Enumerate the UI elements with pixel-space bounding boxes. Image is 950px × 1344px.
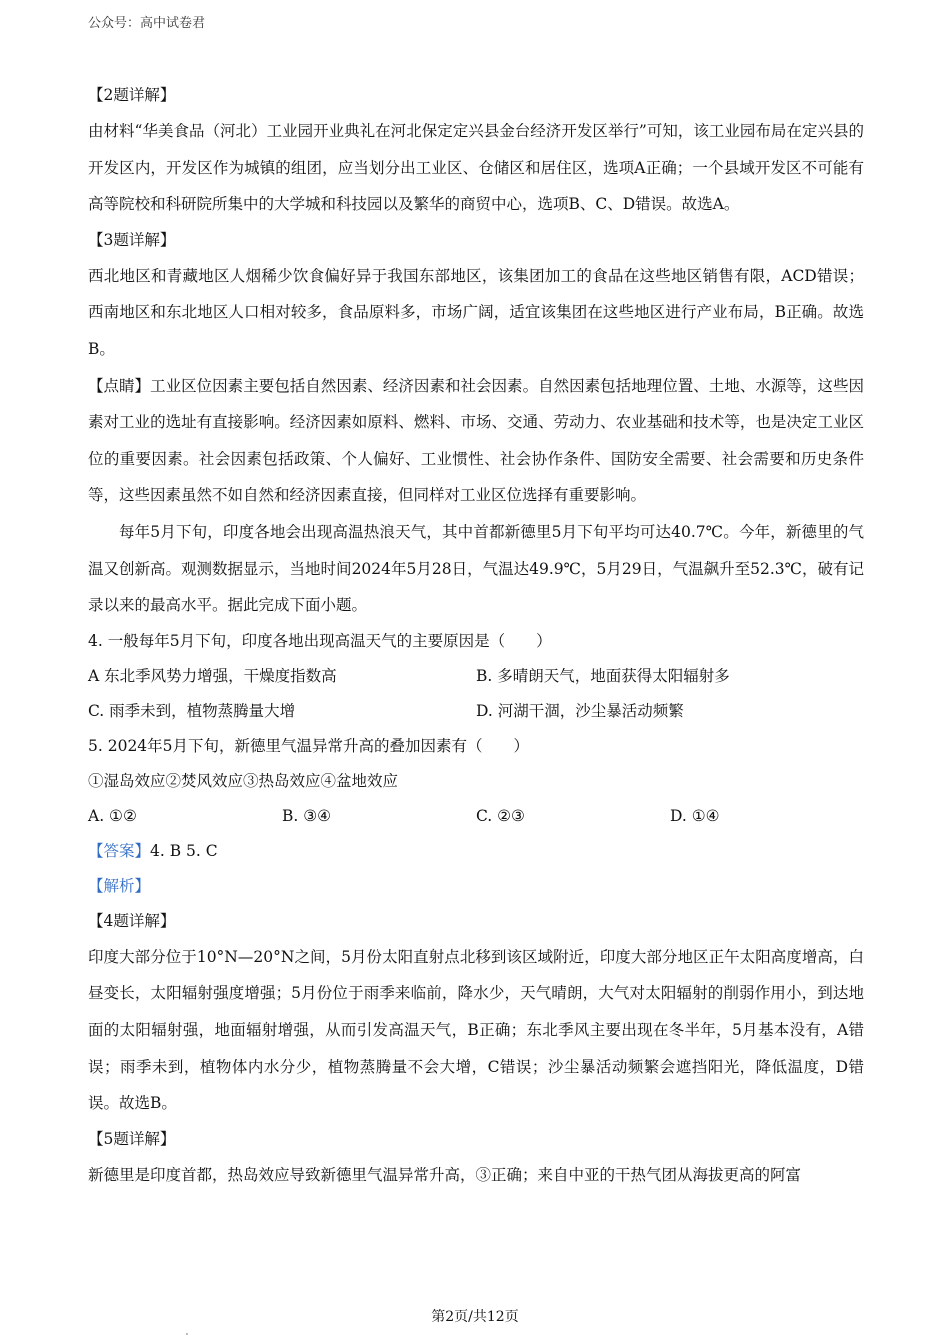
q4-option-a: A 东北季风势力增强，干燥度指数高 xyxy=(88,666,337,685)
answer-line xyxy=(88,834,864,869)
q5-items: ①湿岛效应②焚风效应③热岛效应④盆地效应 xyxy=(88,771,399,790)
document-body xyxy=(88,78,864,1193)
q4-option-d: D. 河湖干涸，沙尘暴活动频繁 xyxy=(476,701,684,720)
scan-speck xyxy=(186,1333,188,1335)
key-point-note: 【点睛】工业区位因素主要包括自然因素、经济因素和社会因素。自然因素包括地理位置、土地、水源等，这些因素对工业的选址有直接影响。经济因素如原料、燃料、市场、交通、劳动力、农业基础和技术等，也是决定工业区位的重要因素。社会因素包括政策、个人偏好、工业惯性、社会协作条件、国防安全需要、社会需要和历史条件等，这些因素虽然不如自然和经济因素直接，但同样对工业区位选择有重要影响。 xyxy=(88,376,864,505)
q5-question: 5. 2024年5月下旬，新德里气温异常升高的叠加因素有（ ） xyxy=(88,736,530,755)
q5-detail-heading: 【5题详解】 xyxy=(88,1129,176,1148)
q3-heading: 【3题详解】 xyxy=(88,230,176,249)
q3-explanation: 西北地区和青藏地区人烟稀少饮食偏好异于我国东部地区，该集团加工的食品在这些地区销售有限，ACD错误；西南地区和东北地区人口相对较多，食品原料多，市场广阔，适宜该集团在这些地区进行产业布局，B正确。故选B。 xyxy=(88,266,864,358)
q5-option-c: C. ②③ xyxy=(476,806,525,825)
q5-detail-explanation: 新德里是印度首都，热岛效应导致新德里气温异常升高，③正确；来自中亚的干热气团从海拔更高的阿富 xyxy=(88,1165,802,1184)
q5-options-row xyxy=(88,799,864,834)
q4-option-c: C. 雨季未到，植物蒸腾量大增 xyxy=(88,701,296,720)
header-label: 公众号：高中试卷君 xyxy=(88,16,206,31)
q4-options-row-2 xyxy=(88,694,864,729)
q4-question: 4. 一般每年5月下旬，印度各地出现高温天气的主要原因是（ ） xyxy=(88,631,552,650)
answer-value: 4. B 5. C xyxy=(150,841,218,860)
q4-options-row-1 xyxy=(88,659,864,694)
q4-detail-heading: 【4题详解】 xyxy=(88,911,176,930)
q2-heading: 【2题详解】 xyxy=(88,86,176,104)
q2-explanation: 由材料“华美食品（河北）工业园开业典礼在河北保定定兴县金台经济开发区举行”可知，该工业园布局在定兴县的开发区内，开发区作为城镇的组团，应当划分出工业区、仓储区和居住区，选项A正确；一个县域开发区不可能有高等院校和科研院所集中的大学城和科技园以及繁华的商贸中心，选项B、C、D错误。故选A。 xyxy=(88,122,864,214)
q4-detail-explanation: 印度大部分位于10°N—20°N之间，5月份太阳直射点北移到该区域附近，印度大部分地区正午太阳高度增高，白昼变长，太阳辐射强度增强；5月份位于雨季来临前，降水少，天气晴朗，大气对太阳辐射的削弱作用小，到达地面的太阳辐射强，地面辐射增强，从而引发高温天气，B正确；东北季风主要出现在冬半年，5月基本没有，A错误；雨季未到，植物体内水分少，植物蒸腾量不会大增，C错误；沙尘暴活动频繁会遮挡阳光，降低温度，D错误。故选B。 xyxy=(88,947,864,1113)
reading-passage: 每年5月下旬，印度各地会出现高温热浪天气，其中首都新德里5月下旬平均可达40.7℃。今年，新德里的气温又创新高。观测数据显示，当地时间2024年5月28日，气温达49.9℃，5月29日，气温飙升至52.3℃，破有记录以来的最高水平。据此完成下面小题。 xyxy=(88,522,864,615)
q5-option-a: A. ①② xyxy=(88,806,137,825)
answer-tag: 【答案】 xyxy=(88,841,151,860)
analysis-tag: 【解析】 xyxy=(88,876,151,895)
q5-option-d: D. ①④ xyxy=(670,806,720,825)
page-footer: 第2页/共12页 xyxy=(431,1309,519,1325)
q4-option-b: B. 多晴朗天气，地面获得太阳辐射多 xyxy=(476,666,730,685)
q5-option-b: B. ③④ xyxy=(282,806,332,825)
